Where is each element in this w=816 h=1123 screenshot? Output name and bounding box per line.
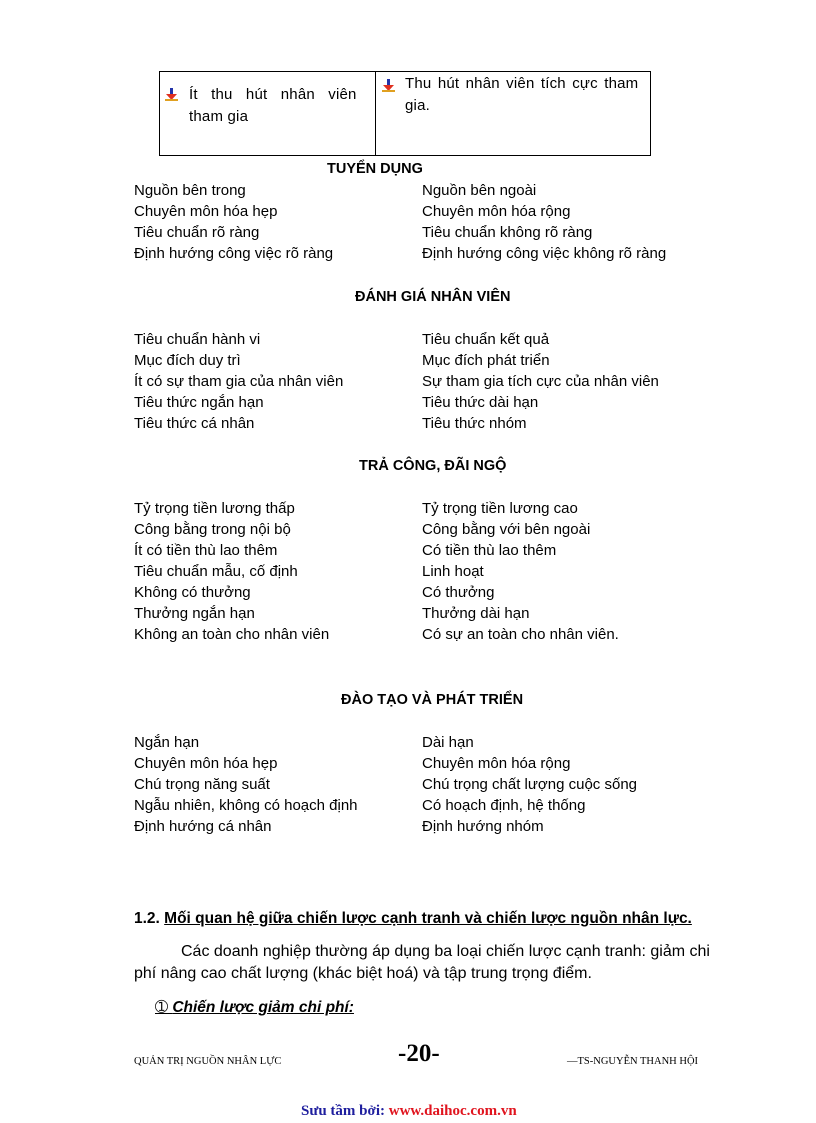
section-number: 1.2. — [134, 910, 160, 927]
row-right: Định hướng nhóm — [422, 818, 544, 835]
row-right: Sự tham gia tích cực của nhân viên — [422, 373, 659, 390]
row-left: Không có thưởng — [134, 584, 251, 601]
row-right: Linh hoạt — [422, 563, 484, 580]
arrow-bullet-icon — [165, 88, 178, 101]
row-right: Tỷ trọng tiền lương cao — [422, 500, 578, 517]
row-right: Chuyên môn hóa rộng — [422, 203, 571, 220]
row-right: Tiêu thức nhóm — [422, 415, 527, 432]
row-right: Tiêu chuẩn không rõ ràng — [422, 224, 593, 241]
row-left: Ít có tiền thù lao thêm — [134, 542, 278, 559]
row-right: Tiêu chuẩn kết quả — [422, 331, 550, 348]
row-left: Ít có sự tham gia của nhân viên — [134, 373, 344, 390]
row-right: Có hoạch định, hệ thống — [422, 797, 586, 814]
row-left: Chuyên môn hóa hẹp — [134, 755, 278, 772]
row-left: Tiêu thức ngắn hạn — [134, 394, 264, 411]
footer-right: —TS-NGUYỄN THANH HỘI — [567, 1056, 699, 1067]
row-left: Ngắn hạn — [134, 734, 200, 751]
source-url-link[interactable]: www.daihoc.com.vn — [388, 1103, 517, 1119]
page-number: -20- — [398, 1040, 440, 1067]
row-left: Thưởng ngắn hạn — [134, 605, 255, 622]
row-right: Chuyên môn hóa rộng — [422, 755, 571, 772]
heading-tra-cong-dai-ngo: TRẢ CÔNG, ĐÃI NGỘ — [359, 458, 507, 474]
table-right-line-2: gia. — [405, 97, 430, 114]
footer-left: QUẢN TRỊ NGUỒN NHÂN LỰC — [134, 1056, 282, 1067]
row-left: Ngẫu nhiên, không có hoạch định — [134, 797, 358, 814]
row-right: Dài hạn — [422, 734, 474, 751]
row-right: Chú trọng chất lượng cuộc sống — [422, 776, 638, 793]
row-left: Tiêu chuẩn rõ ràng — [134, 224, 260, 241]
table-left-line-2: tham gia — [189, 108, 249, 125]
paragraph-line-2: phí nâng cao chất lượng (khác biệt hoá) và tập trung trọng điểm. — [134, 965, 592, 982]
row-right: Nguồn bên ngoài — [422, 182, 537, 199]
section-1-2-heading — [134, 910, 692, 928]
row-right: Tiêu thức dài hạn — [422, 394, 539, 411]
row-right: Có sự an toàn cho nhân viên. — [422, 626, 619, 643]
row-right: Định hướng công việc không rõ ràng — [422, 245, 667, 262]
heading-tuyen-dung: TUYỂN DỤNG — [327, 161, 423, 177]
arrow-bullet-icon — [382, 79, 395, 92]
row-left: Định hướng cá nhân — [134, 818, 272, 835]
source-label: Sưu tầm bởi: — [301, 1103, 389, 1119]
row-left: Định hướng công việc rõ ràng — [134, 245, 334, 262]
row-right: Công bằng với bên ngoài — [422, 521, 591, 538]
sub-heading-cost-strategy — [155, 998, 354, 1017]
section-title-text: Mối quan hệ giữa chiến lược cạnh tranh và chiến lược nguồn nhân lực. — [164, 910, 692, 927]
row-left: Tỷ trọng tiền lương thấp — [134, 500, 295, 517]
row-right: Có thưởng — [422, 584, 495, 601]
table-left-line-1: Ít thu hút nhân viên — [189, 86, 357, 103]
row-left: Mục đích duy trì — [134, 352, 241, 369]
heading-danh-gia-nhan-vien: ĐÁNH GIÁ NHÂN VIÊN — [355, 289, 511, 305]
table-right-line-1: Thu hút nhân viên tích cực tham — [405, 75, 639, 92]
heading-dao-tao-phat-trien: ĐÀO TẠO VÀ PHÁT TRIỂN — [341, 692, 524, 708]
source-credit — [301, 1103, 517, 1120]
row-left: Tiêu chuẩn mẫu, cố định — [134, 563, 298, 580]
row-left: Nguồn bên trong — [134, 182, 246, 199]
sub-heading-text: Chiến lược giảm chi phí: — [172, 999, 354, 1016]
table-divider — [375, 72, 376, 155]
row-right: Mục đích phát triển — [422, 352, 550, 369]
row-right: Thưởng dài hạn — [422, 605, 530, 622]
row-right: Có tiền thù lao thêm — [422, 542, 557, 559]
row-left: Tiêu thức cá nhân — [134, 415, 255, 432]
paragraph-line-1: Các doanh nghiệp thường áp dụng ba loại chiến lược cạnh tranh: giảm chi — [181, 943, 710, 960]
circled-one-icon: ➀ — [155, 999, 168, 1016]
row-left: Công bằng trong nội bộ — [134, 521, 291, 538]
row-left: Chú trọng năng suất — [134, 776, 270, 793]
row-left: Không an toàn cho nhân viên — [134, 626, 330, 643]
row-left: Chuyên môn hóa hẹp — [134, 203, 278, 220]
row-left: Tiêu chuẩn hành vi — [134, 331, 261, 348]
